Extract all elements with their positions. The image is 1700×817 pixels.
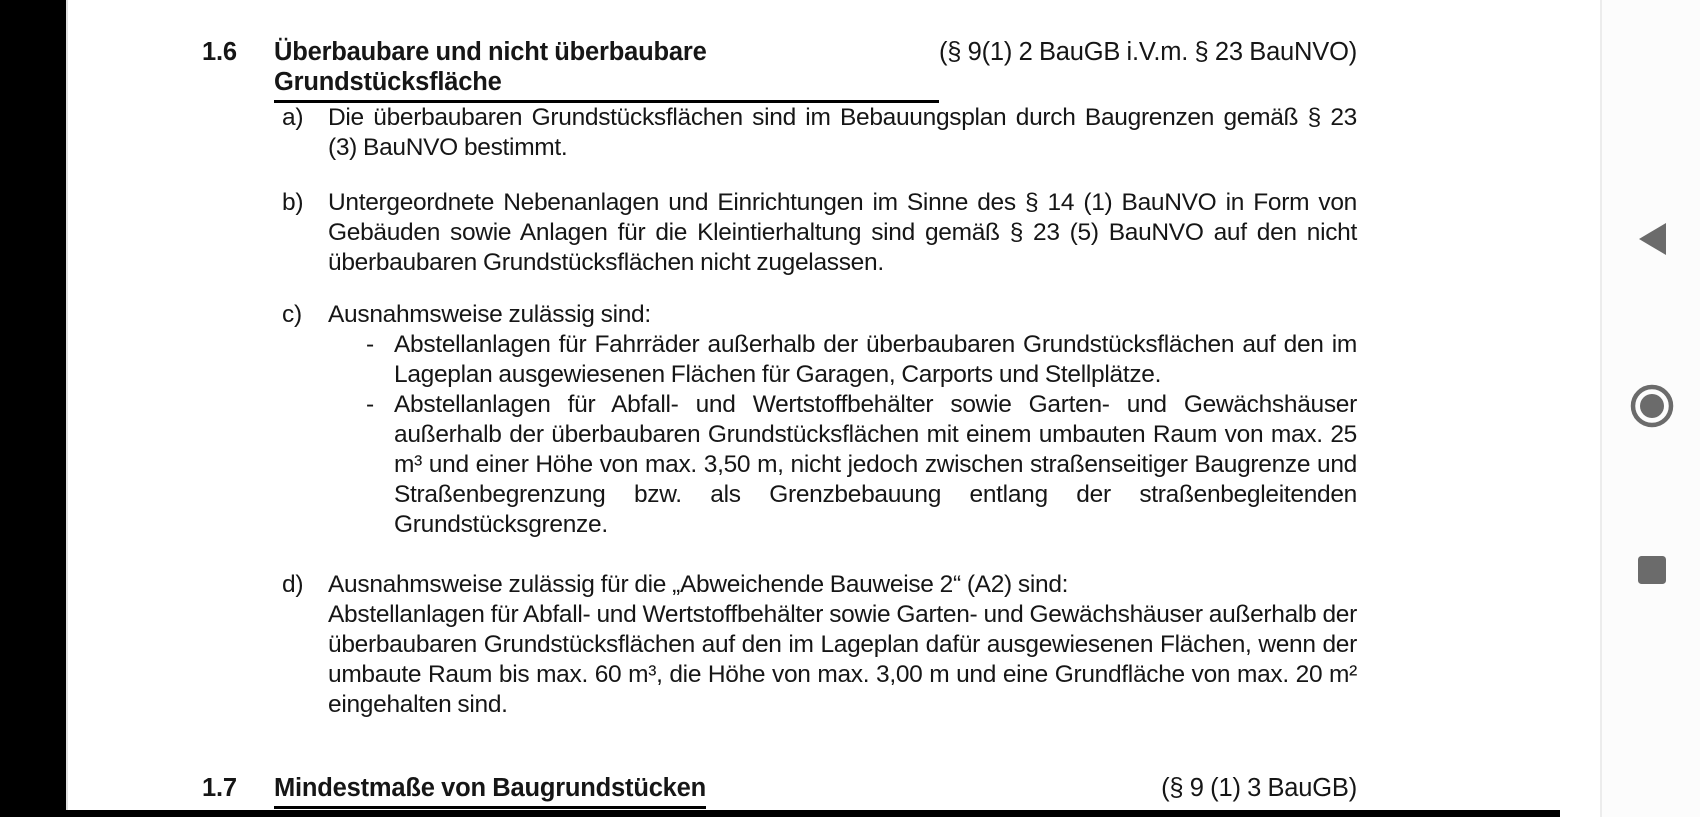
paragraph-text: Die überbaubaren Grundstücksflächen sind im Bebauungsplan durch Baugrenzen gemäß § 23 (3) BauNVO bestimmt. xyxy=(328,104,1357,161)
paragraph-text: Untergeordnete Nebenanlagen und Einrichtungen im Sinne des § 14 (1) BauNVO in Form von Gebäuden sowie Anlagen für die Kleintierhaltung sind gemäß § 23 (5) BauNVO auf den nicht überbaubaren Grundstücksflächen nicht zugelassen. xyxy=(328,189,1357,276)
back-button[interactable] xyxy=(1602,199,1700,279)
home-icon xyxy=(1630,384,1674,428)
dash-bullet: - xyxy=(366,391,374,418)
paragraph-d xyxy=(282,570,1357,720)
page-gap-divider xyxy=(0,810,1560,817)
paragraph-a xyxy=(282,103,1357,163)
paragraph-label: d) xyxy=(282,571,304,598)
paragraph-intro: Ausnahmsweise zulässig sind: xyxy=(328,301,651,328)
section-number: 1.6 xyxy=(202,38,237,66)
paragraph-intro: Ausnahmsweise zulässig für die „Abweichende Bauweise 2“ (A2) sind: xyxy=(328,571,1069,598)
section-1-6-heading xyxy=(202,37,1357,103)
paragraph-text: Abstellanlagen für Abfall- und Wertstoffbehälter sowie Garten- und Gewächshäuser außerhalb der überbaubaren Grundstücksflächen auf den im Lageplan dafür ausgewiesenen Flächen, wenn der umbaute Raum bis max. 60 m³, die Höhe von max. 3,00 m und eine Grundfläche von max. 20 m² eingehalten sind. xyxy=(328,601,1357,718)
android-navigation-bar xyxy=(1600,0,1700,817)
section-1-7-heading xyxy=(202,773,1357,809)
recents-icon xyxy=(1637,555,1667,585)
list-item xyxy=(328,390,1357,540)
list-item-text: Abstellanlagen für Abfall- und Wertstoffbehälter sowie Garten- und Gewächshäuser außerhalb der überbaubaren Grundstücksflächen mit einem umbauten Raum von max. 25 m³ und einer Höhe von max. 3,50 m, nicht jedoch zwischen straßenseitiger Baugrenze und Straßenbegrenzung bzw. als Grenzbebauung entlang der straßenbegleitenden Grundstücksgrenze. xyxy=(394,391,1357,538)
list-item xyxy=(328,330,1357,390)
back-icon xyxy=(1638,222,1666,256)
paragraph-b xyxy=(282,188,1357,278)
recents-button[interactable] xyxy=(1602,530,1700,610)
section-legal-reference: (§ 9(1) 2 BauGB i.V.m. § 23 BauNVO) xyxy=(938,38,1357,66)
section-title: Mindestmaße von Baugrundstücken xyxy=(274,773,706,809)
list-item-text: Abstellanlagen für Fahrräder außerhalb der überbaubaren Grundstücksflächen auf den im Lageplan ausgewiesenen Flächen für Garagen, Carports und Stellplätze. xyxy=(394,331,1357,388)
section-number: 1.7 xyxy=(202,774,237,802)
section-title: Überbaubare und nicht überbaubare Grundstücksfläche xyxy=(274,37,939,103)
home-button[interactable] xyxy=(1602,366,1700,446)
paragraph-c xyxy=(282,300,1357,540)
dash-bullet: - xyxy=(366,331,374,358)
paragraph-label: c) xyxy=(282,301,302,328)
section-legal-reference: (§ 9 (1) 3 BauGB) xyxy=(1161,774,1357,802)
paragraph-label: b) xyxy=(282,189,304,216)
document-page[interactable] xyxy=(66,0,1600,817)
paragraph-label: a) xyxy=(282,104,304,131)
